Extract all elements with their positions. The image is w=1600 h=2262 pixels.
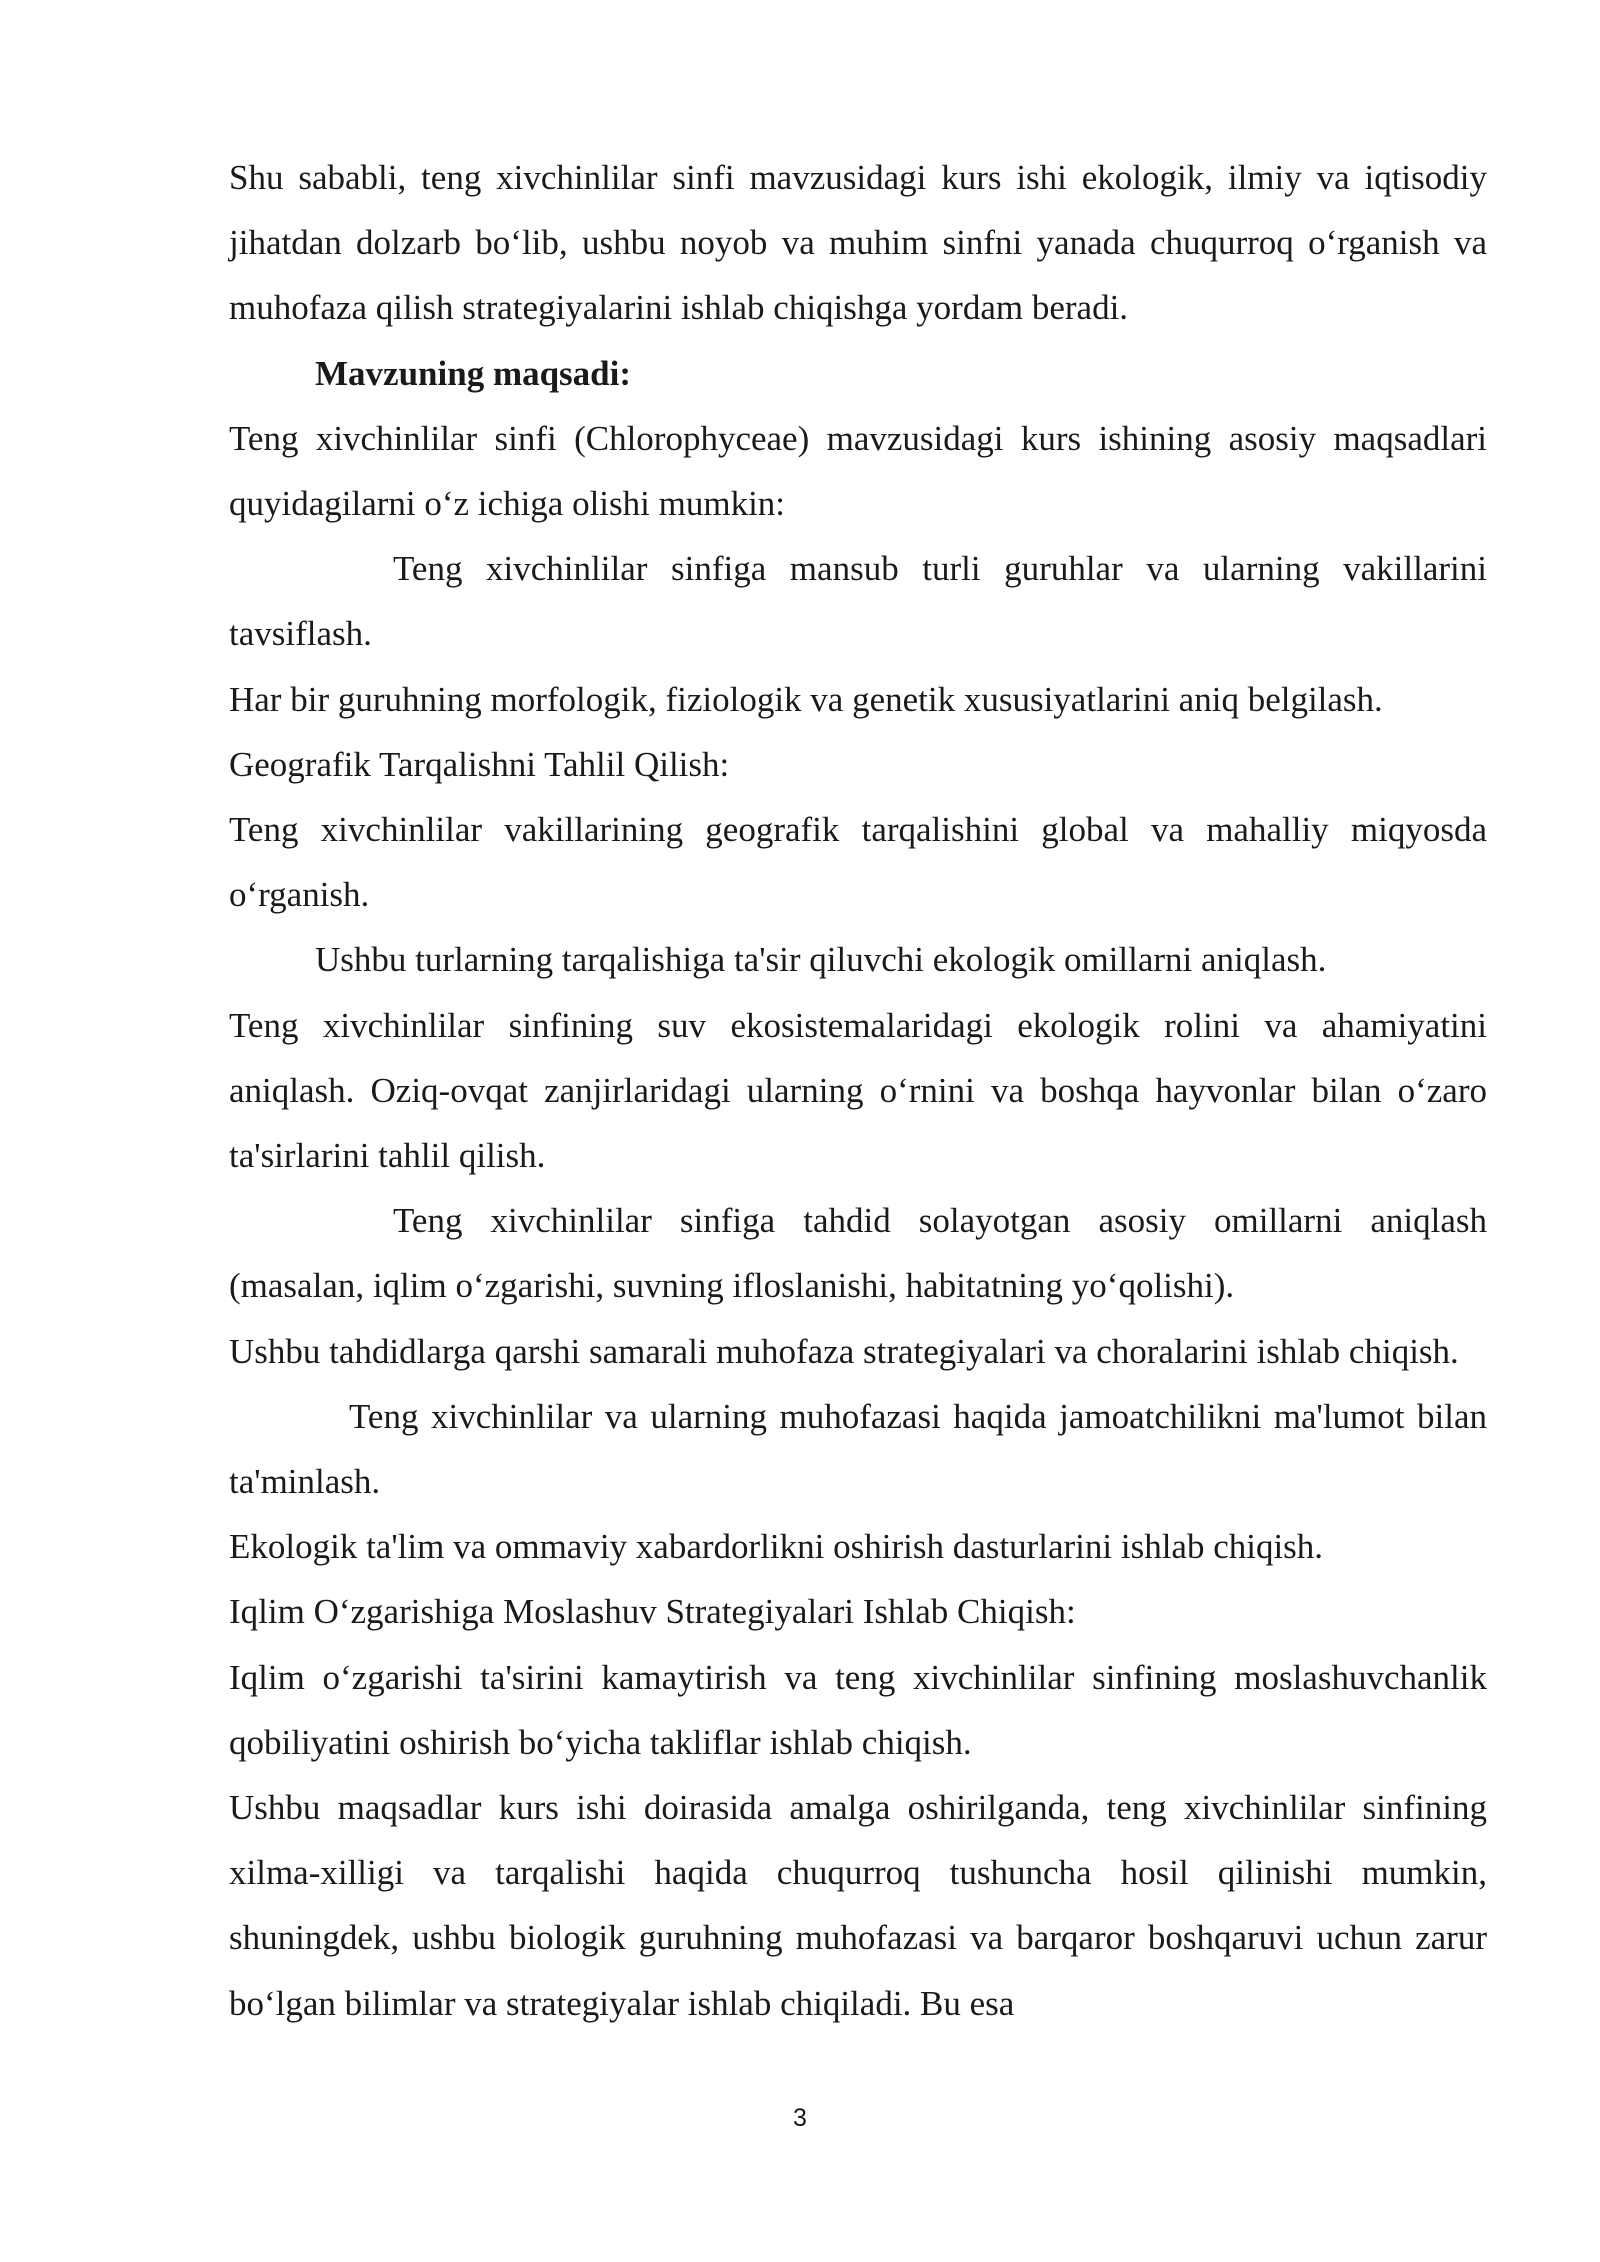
paragraph-ecological-role: Teng xivchinlilar sinfining suv ekosistemalaridagi ekologik rolini va ahamiyatini aniqlash. Oziq-ovqat zanjirlaridagi ularning o‘rnini va boshqa hayvonlar bilan o‘zaro ta'sirlarini tahlil qilish.: [229, 1005, 1487, 1176]
paragraph-education-programs: Ekologik ta'lim va ommaviy xabardorlikni oshirish dasturlarini ishlab chiqish.: [229, 1527, 1324, 1567]
page-number: 3: [793, 2104, 807, 2132]
paragraph-public-awareness: Teng xivchinlilar va ularning muhofazasi haqida jamoatchilikni ma'lumot bilan ta'minlash.: [229, 1396, 1487, 1502]
paragraph-geographic-heading: Geografik Tarqalishni Tahlil Qilish:: [229, 744, 730, 784]
paragraph-climate-heading: Iqlim O‘zgarishiga Moslashuv Strategiyalari Ishlab Chiqish:: [229, 1592, 1076, 1632]
paragraph-climate-proposals: Iqlim o‘zgarishi ta'sirini kamaytirish va teng xivchinlilar sinfining moslashuvchanlik qobiliyatini oshirish bo‘yicha takliflar ishlab chiqish.: [229, 1657, 1487, 1762]
paragraph-conclusion: Ushbu maqsadlar kurs ishi doirasida amalga oshirilganda, teng xivchinlilar sinfining xilma-xilligi va tarqalishi haqida chuqurroq tushuncha hosil qilinishi mumkin, shuningdek, ushbu biologik guruhning muhofazasi va barqaror boshqaruvi uchun zarur bo‘lgan bilimlar va strategiyalar ishlab chiqiladi. Bu esa: [229, 1788, 1487, 2023]
paragraph-characteristics: Har bir guruhning morfologik, fiziologik va genetik xususiyatlarini aniq belgilash.: [229, 679, 1383, 719]
paragraph-describe-groups: Teng xivchinlilar sinfiga mansub turli guruhlar va ularning vakillarini tavsiflash.: [229, 549, 1487, 654]
paragraph-geographic-study: Teng xivchinlilar vakillarining geografik tarqalishini global va mahalliy miqyosda o‘rganish.: [229, 810, 1487, 915]
paragraph-ecological-factors: Ushbu turlarning tarqalishiga ta'sir qiluvchi ekologik omillarni aniqlash.: [315, 940, 1327, 980]
paragraph-objectives-intro: Teng xivchinlilar sinfi (Chlorophyceae) mavzusidagi kurs ishining asosiy maqsadlari quyidagilarni o‘z ichiga olishi mumkin:: [229, 418, 1487, 524]
paragraph-protection-strategies: Ushbu tahdidlarga qarshi samarali muhofaza strategiyalari va choralarini ishlab chiqish.: [229, 1331, 1459, 1371]
paragraph-threats: Teng xivchinlilar sinfiga tahdid solayotgan asosiy omillarni aniqlash (masalan, iqlim o‘zgarishi, suvning ifloslanishi, habitatning yo‘qolishi).: [229, 1201, 1487, 1306]
heading-mavzuning-maqsadi: Mavzuning maqsadi:: [315, 353, 632, 393]
document-body: [229, 145, 1487, 2036]
paragraph-intro-conclusion: Shu sababli, teng xivchinlilar sinfi mavzusidagi kurs ishi ekologik, ilmiy va iqtisodiy jihatdan dolzarb bo‘lib, ushbu noyob va muhim sinfni yanada chuqurroq o‘rganish va muhofaza qilish strategiyalarini ishlab chiqishga yordam beradi.: [229, 158, 1487, 328]
